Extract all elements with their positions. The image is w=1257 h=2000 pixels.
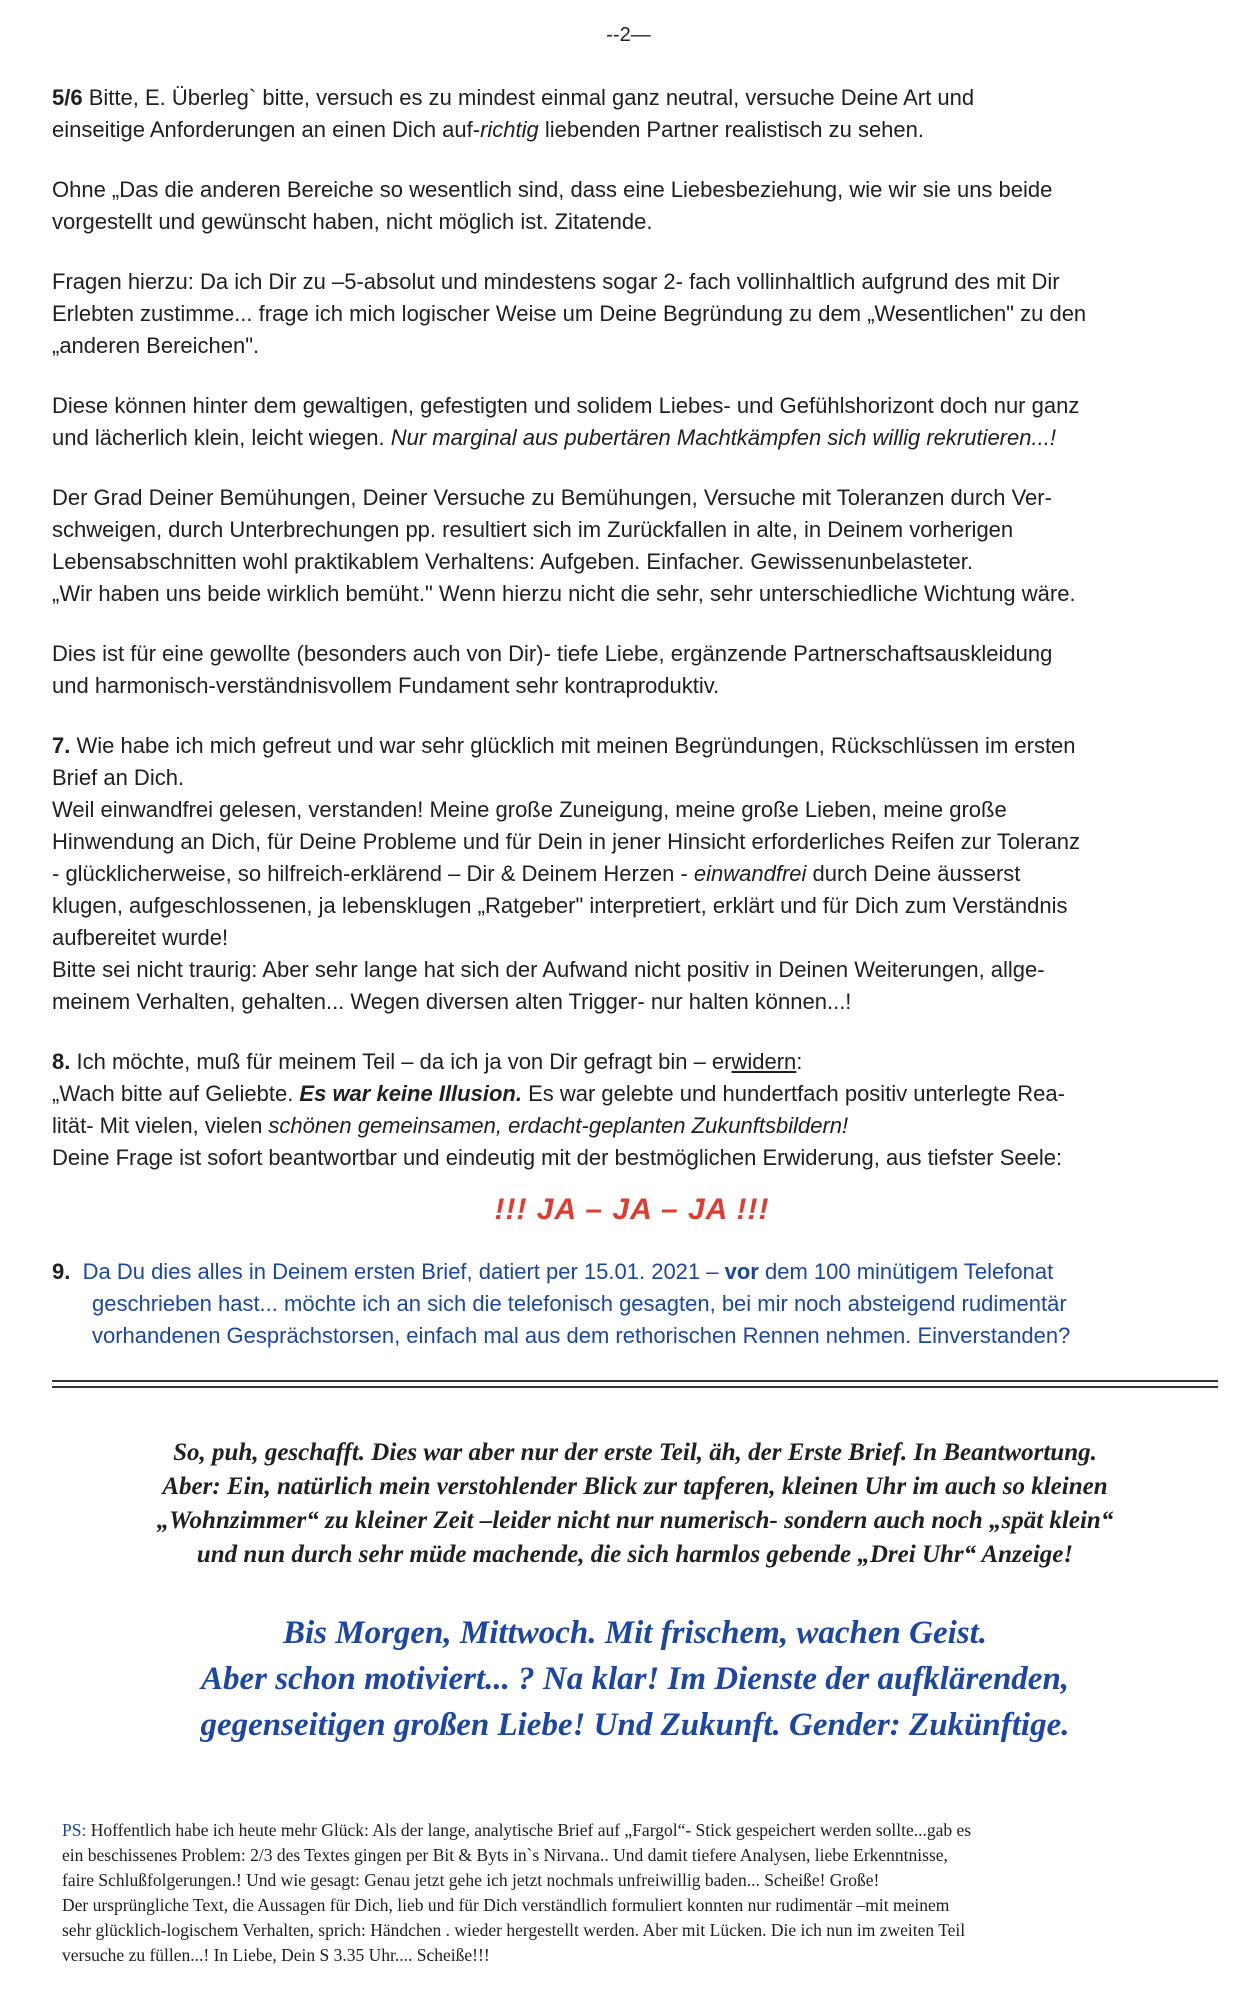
text-line: Hinwendung an Dich, für Deine Probleme und für Dein in jener Hinsicht erforderliches Reifen zur Toleranz xyxy=(52,829,1081,854)
text-line: Wie habe ich mich gefreut und war sehr glücklich mit meinen Begründungen, Rückschlüssen im ersten xyxy=(76,733,1076,758)
paragraph-number: 5/6 xyxy=(52,85,83,110)
text-line: So, puh, geschafft. Dies war aber nur der erste Teil, äh, der Erste Brief. In Beantwortung. xyxy=(173,1439,1097,1466)
text-line: Der Grad Deiner Bemühungen, Deiner Versuche zu Bemühungen, Versuche mit Toleranzen durch Ver- xyxy=(52,485,1052,510)
text-line: sehr glücklich-logischem Verhalten, sprich: Händchen . wieder hergestellt werden. Aber mit Lücken. Die ich nun im zweiten Teil xyxy=(62,1920,966,1940)
text-line: vorgestellt und gewünscht haben, nicht möglich ist. Zitatende. xyxy=(52,209,653,234)
text-line: Es war gelebte und hundertfach positiv unterlegte Rea- xyxy=(521,1081,1065,1106)
paragraph-7 xyxy=(52,730,1212,1018)
letter-body xyxy=(52,82,1212,1380)
text-line: und lächerlich klein, leicht wiegen. xyxy=(52,425,391,450)
closing-remarks xyxy=(60,1436,1210,1572)
page-number: --2— xyxy=(606,24,651,46)
text-line: Erlebten zustimme... frage ich mich logischer Weise um Deine Begründung zu dem „Wesentlichen" zu den xyxy=(52,301,1087,326)
text-line: durch Deine äusserst xyxy=(806,861,1021,886)
emphasis-text: Nur marginal aus pubertären Machtkämpfen sich willig rekrutieren...! xyxy=(390,425,1056,450)
text-line: einseitige Anforderungen an einen Dich auf- xyxy=(52,117,481,142)
ps-label: PS: xyxy=(62,1820,87,1840)
text-line: Da Du dies alles in Deinem ersten Brief, datiert per 15.01. 2021 – xyxy=(82,1259,725,1284)
text-line: und nun durch sehr müde machende, die sich harmlos gebende „Drei Uhr“ Anzeige! xyxy=(196,1541,1074,1568)
text-line: aufbereitet wurde! xyxy=(52,925,229,950)
text-line: Der ursprüngliche Text, die Aussagen für Dich, lieb und für Dich verständlich formuliert konnten nur rudimentär –mit meinem xyxy=(62,1895,950,1915)
text-line: ein beschissenes Problem: 2/3 des Textes gingen per Bit & Byts in`s Nirvana.. Und damit tiefere Analysen, liebe Erkenntnisse, xyxy=(62,1845,948,1865)
text-line: Fragen hierzu: Da ich Dir zu –5-absolut und mindestens sogar 2- fach vollinhaltlich aufgrund des mit Dir xyxy=(52,269,1060,294)
paragraph-grad xyxy=(52,482,1212,610)
emphasis-text: einwandfrei xyxy=(693,861,807,886)
text-line: Hoffentlich habe ich heute mehr Glück: Als der lange, analytische Brief auf „Fargol“- Stick gespeichert werden sollte...gab es xyxy=(86,1820,972,1840)
text-line: - glücklicherweise, so hilfreich-erklärend – Dir & Deinem Herzen - xyxy=(52,861,694,886)
paragraph-8 xyxy=(52,1046,1212,1174)
text-line: schweigen, durch Unterbrechungen pp. resultiert sich im Zurückfallen in alte, in Deinem vorherigen xyxy=(52,517,1014,542)
paragraph-ohne xyxy=(52,174,1212,238)
underlined-text: widern xyxy=(731,1049,797,1074)
text-line: liebenden Partner realistisch zu sehen. xyxy=(538,117,924,142)
text-line: vorhandenen Gesprächstorsen, einfach mal aus dem rethorischen Rennen nehmen. Einverstanden? xyxy=(92,1323,1071,1348)
emphasis-text: vor xyxy=(724,1259,759,1284)
text-line: dem 100 minütigem Telefonat xyxy=(758,1259,1054,1284)
text-line: faire Schlußfolgerungen.! Und wie gesagt: Genau jetzt gehe ich jetzt nochmals unfreiwillig baden... Scheiße! Große! xyxy=(62,1870,880,1890)
ja-exclamation: !!! JA – JA – JA !!! xyxy=(494,1193,770,1226)
text-line: geschrieben hast... möchte ich an sich die telefonisch gesagten, bei mir noch absteigend rudimentär xyxy=(92,1291,1067,1316)
text-line: „Wach bitte auf Geliebte. xyxy=(52,1081,300,1106)
double-divider xyxy=(52,1380,1218,1388)
text-line: „Wir haben uns beide wirklich bemüht." Wenn hierzu nicht die sehr, sehr unterschiedliche Wichtung wäre. xyxy=(52,581,1076,606)
text-line: meinem Verhalten, gehalten... Wegen diversen alten Trigger- nur halten können...! xyxy=(52,989,852,1014)
text-line: Aber schon motiviert... ? Na klar! Im Dienste der aufklärenden, xyxy=(200,1661,1070,1697)
text-line: Bitte, E. Überleg` bitte, versuch es zu mindest einmal ganz neutral, versuche Deine Art und xyxy=(88,85,975,110)
text-line: klugen, aufgeschlossenen, ja lebensklugen „Ratgeber" interpretiert, erklärt und für Dich zum Verständnis xyxy=(52,893,1068,918)
paragraph-number: 7. xyxy=(52,733,71,758)
text-line: : xyxy=(796,1049,803,1074)
text-line: „anderen Bereichen". xyxy=(52,333,260,358)
paragraph-number: 8. xyxy=(52,1049,71,1074)
text-line: Bitte sei nicht traurig: Aber sehr lange hat sich der Aufwand nicht positiv in Deinen Weiterungen, allge- xyxy=(52,957,1045,982)
text-line: Diese können hinter dem gewaltigen, gefestigten und solidem Liebes- und Gefühlshorizont doch nur ganz xyxy=(52,393,1080,418)
text-line: Deine Frage ist sofort beantwortbar und eindeutig mit der bestmöglichen Erwiderung, aus tiefster Seele: xyxy=(52,1145,1063,1170)
text-line: „Wohnzimmer“ zu kleiner Zeit –leider nicht nur numerisch- sondern auch noch „spät klein“ xyxy=(156,1507,1114,1534)
text-line: und harmonisch-verständnisvollem Fundament sehr kontraproduktiv. xyxy=(52,673,720,698)
text-line: Aber: Ein, natürlich mein verstohlender Blick zur tapferen, kleinen Uhr im auch so kleinen xyxy=(162,1473,1108,1500)
text-line: Ohne „Das die anderen Bereiche so wesentlich sind, dass eine Liebesbeziehung, wie wir sie uns beide xyxy=(52,177,1053,202)
text-line: gegenseitigen großen Liebe! Und Zukunft. Gender: Zukünftige. xyxy=(200,1707,1070,1743)
motivation-block xyxy=(60,1610,1210,1748)
paragraph-diese xyxy=(52,390,1212,454)
emphasis-text: richtig xyxy=(480,117,539,142)
text-line: Weil einwandfrei gelesen, verstanden! Meine große Zuneigung, meine große Lieben, meine große xyxy=(52,797,1007,822)
paragraph-number: 9. xyxy=(52,1259,71,1284)
text-line: Bis Morgen, Mittwoch. Mit frischem, wachen Geist. xyxy=(282,1615,988,1651)
paragraph-dies xyxy=(52,638,1212,702)
text-line: Lebensabschnitten wohl praktikablem Verhaltens: Aufgeben. Einfacher. Gewissenunbelasteter. xyxy=(52,549,973,574)
emphasis-text: Es war keine Illusion. xyxy=(299,1081,522,1106)
paragraph-9 xyxy=(52,1256,1212,1352)
paragraph-fragen xyxy=(52,266,1212,362)
text-line: Ich möchte, muß für meinem Teil – da ich ja von Dir gefragt bin – er xyxy=(76,1049,732,1074)
emphasis-text: schönen gemeinsamen, erdacht-geplanten Zukunftsbildern! xyxy=(268,1113,849,1138)
text-line: versuche zu füllen...! In Liebe, Dein S 3.35 Uhr.... Scheiße!!! xyxy=(62,1945,490,1965)
paragraph-5-6 xyxy=(52,82,1212,146)
text-line: Dies ist für eine gewollte (besonders auch von Dir)- tiefe Liebe, ergänzende Partnerschaftsauskleidung xyxy=(52,641,1053,666)
text-line: lität- Mit vielen, vielen xyxy=(52,1113,269,1138)
postscript xyxy=(62,1818,1222,1968)
text-line: Brief an Dich. xyxy=(52,765,185,790)
